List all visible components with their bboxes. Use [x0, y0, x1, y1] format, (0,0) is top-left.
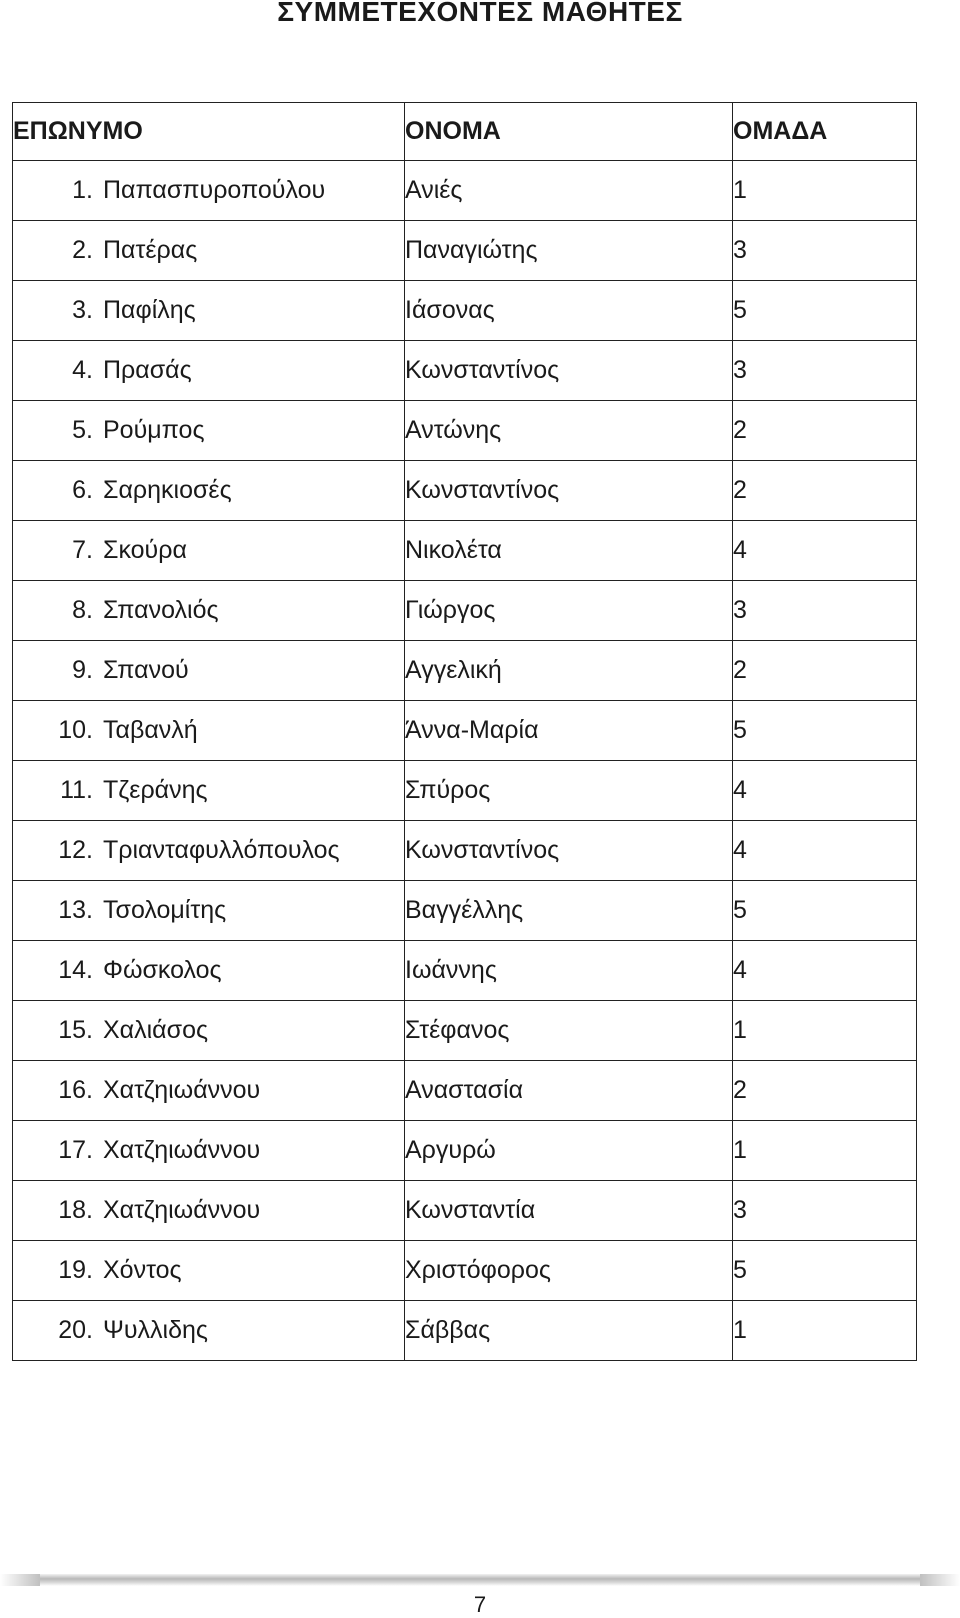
row-number: 14. [58, 956, 93, 984]
team-cell: 1 [733, 1301, 917, 1361]
row-number: 2. [72, 236, 93, 264]
surname-text: Σαρηκιοσές [103, 476, 232, 504]
header-name: ΟΝΟΜΑ [405, 103, 733, 161]
surname-cell [13, 341, 405, 401]
name-cell: Νικολέτα [405, 521, 733, 581]
row-number: 11. [60, 776, 93, 804]
team-cell: 1 [733, 1001, 917, 1061]
table-row [13, 161, 917, 221]
surname-cell [13, 1121, 405, 1181]
row-number: 13. [58, 896, 93, 924]
surname-text: Σπανολιός [103, 596, 219, 624]
surname-text: Ταβανλή [103, 716, 198, 744]
surname-cell [13, 641, 405, 701]
surname-text: Τσολομίτης [103, 896, 227, 924]
surname-cell [13, 1001, 405, 1061]
name-cell: Ιάσονας [405, 281, 733, 341]
row-number: 6. [72, 476, 93, 504]
surname-cell [13, 461, 405, 521]
surname-text: Παφίλης [103, 296, 196, 324]
page-title: ΣΥΜΜΕΤΕΧΟΝΤΕΣ ΜΑΘΗΤΕΣ [277, 0, 683, 27]
team-cell: 2 [733, 641, 917, 701]
row-number: 17. [58, 1136, 93, 1164]
row-number: 19. [58, 1256, 93, 1284]
table-row [13, 341, 917, 401]
team-cell: 5 [733, 281, 917, 341]
surname-text: Χατζηιωάννου [103, 1136, 261, 1164]
team-cell: 2 [733, 1061, 917, 1121]
team-cell: 3 [733, 1181, 917, 1241]
row-number: 10. [58, 716, 93, 744]
row-number: 8. [72, 596, 93, 624]
row-number: 1. [72, 176, 93, 204]
header-surname: ΕΠΩΝΥΜΟ [13, 103, 405, 161]
surname-text: Φώσκολος [103, 956, 222, 984]
surname-text: Χαλιάσος [103, 1016, 209, 1044]
footer-divider [0, 1574, 960, 1586]
table-row [13, 1301, 917, 1361]
surname-cell [13, 401, 405, 461]
team-cell: 3 [733, 581, 917, 641]
table-row [13, 941, 917, 1001]
table-row [13, 701, 917, 761]
team-cell: 5 [733, 1241, 917, 1301]
surname-text: Πατέρας [103, 236, 198, 264]
row-number: 5. [72, 416, 93, 444]
name-cell: Παναγιώτης [405, 221, 733, 281]
table-row [13, 641, 917, 701]
table-row [13, 521, 917, 581]
team-cell: 2 [733, 461, 917, 521]
surname-cell [13, 821, 405, 881]
name-cell: Γιώργος [405, 581, 733, 641]
surname-cell [13, 281, 405, 341]
surname-text: Πρασάς [103, 356, 192, 384]
table-row [13, 1181, 917, 1241]
name-cell: Βαγγέλλης [405, 881, 733, 941]
team-cell: 3 [733, 221, 917, 281]
table-body [13, 161, 917, 1361]
surname-cell [13, 761, 405, 821]
surname-cell [13, 161, 405, 221]
surname-text: Τζεράνης [103, 776, 208, 804]
name-cell: Αργυρώ [405, 1121, 733, 1181]
surname-cell [13, 1061, 405, 1121]
row-number: 18. [58, 1196, 93, 1224]
name-cell: Σπύρος [405, 761, 733, 821]
surname-cell [13, 941, 405, 1001]
name-cell: Αγγελική [405, 641, 733, 701]
row-number: 7. [72, 536, 93, 564]
surname-text: Παπασπυροπούλου [103, 176, 326, 204]
surname-cell [13, 221, 405, 281]
table-row [13, 401, 917, 461]
table-row [13, 221, 917, 281]
name-cell: Ιωάννης [405, 941, 733, 1001]
surname-text: Ψυλλιδης [103, 1316, 208, 1344]
name-cell: Κωνσταντίνος [405, 341, 733, 401]
name-cell: Χριστόφορος [405, 1241, 733, 1301]
row-number: 20. [58, 1316, 93, 1344]
row-number: 9. [72, 656, 93, 684]
name-cell: Αναστασία [405, 1061, 733, 1121]
surname-cell [13, 1181, 405, 1241]
team-cell: 4 [733, 821, 917, 881]
table-row [13, 461, 917, 521]
table-row [13, 1001, 917, 1061]
table-row [13, 761, 917, 821]
name-cell: Άννα-Μαρία [405, 701, 733, 761]
table-row [13, 1241, 917, 1301]
row-number: 12. [58, 836, 93, 864]
team-cell: 4 [733, 521, 917, 581]
name-cell: Κωνσταντίνος [405, 821, 733, 881]
team-cell: 4 [733, 941, 917, 1001]
surname-text: Χατζηιωάννου [103, 1076, 261, 1104]
header-team: ΟΜΑΔΑ [733, 103, 917, 161]
team-cell: 2 [733, 401, 917, 461]
table-row [13, 1061, 917, 1121]
name-cell: Στέφανος [405, 1001, 733, 1061]
name-cell: Ανιές [405, 161, 733, 221]
row-number: 15. [58, 1016, 93, 1044]
surname-cell [13, 1241, 405, 1301]
team-cell: 3 [733, 341, 917, 401]
table-row [13, 581, 917, 641]
surname-cell [13, 881, 405, 941]
surname-text: Χόντος [103, 1256, 182, 1284]
table-row [13, 881, 917, 941]
team-cell: 5 [733, 701, 917, 761]
page-number: 7 [473, 1592, 487, 1617]
surname-text: Σπανού [103, 656, 189, 684]
table-row [13, 821, 917, 881]
surname-text: Χατζηιωάννου [103, 1196, 261, 1224]
row-number: 4. [72, 356, 93, 384]
team-cell: 5 [733, 881, 917, 941]
name-cell: Σάββας [405, 1301, 733, 1361]
surname-cell [13, 1301, 405, 1361]
table-row [13, 1121, 917, 1181]
team-cell: 1 [733, 161, 917, 221]
name-cell: Αντώνης [405, 401, 733, 461]
table-header-row [13, 103, 917, 161]
row-number: 16. [58, 1076, 93, 1104]
participants-table [12, 102, 917, 1361]
row-number: 3. [72, 296, 93, 324]
surname-cell [13, 581, 405, 641]
team-cell: 1 [733, 1121, 917, 1181]
name-cell: Κωνσταντίνος [405, 461, 733, 521]
surname-text: Σκούρα [103, 536, 187, 564]
name-cell: Κωνσταντία [405, 1181, 733, 1241]
surname-cell [13, 521, 405, 581]
surname-cell [13, 701, 405, 761]
surname-text: Ρούμπος [103, 416, 205, 444]
team-cell: 4 [733, 761, 917, 821]
surname-text: Τριανταφυλλόπουλος [103, 836, 340, 864]
table-row [13, 281, 917, 341]
